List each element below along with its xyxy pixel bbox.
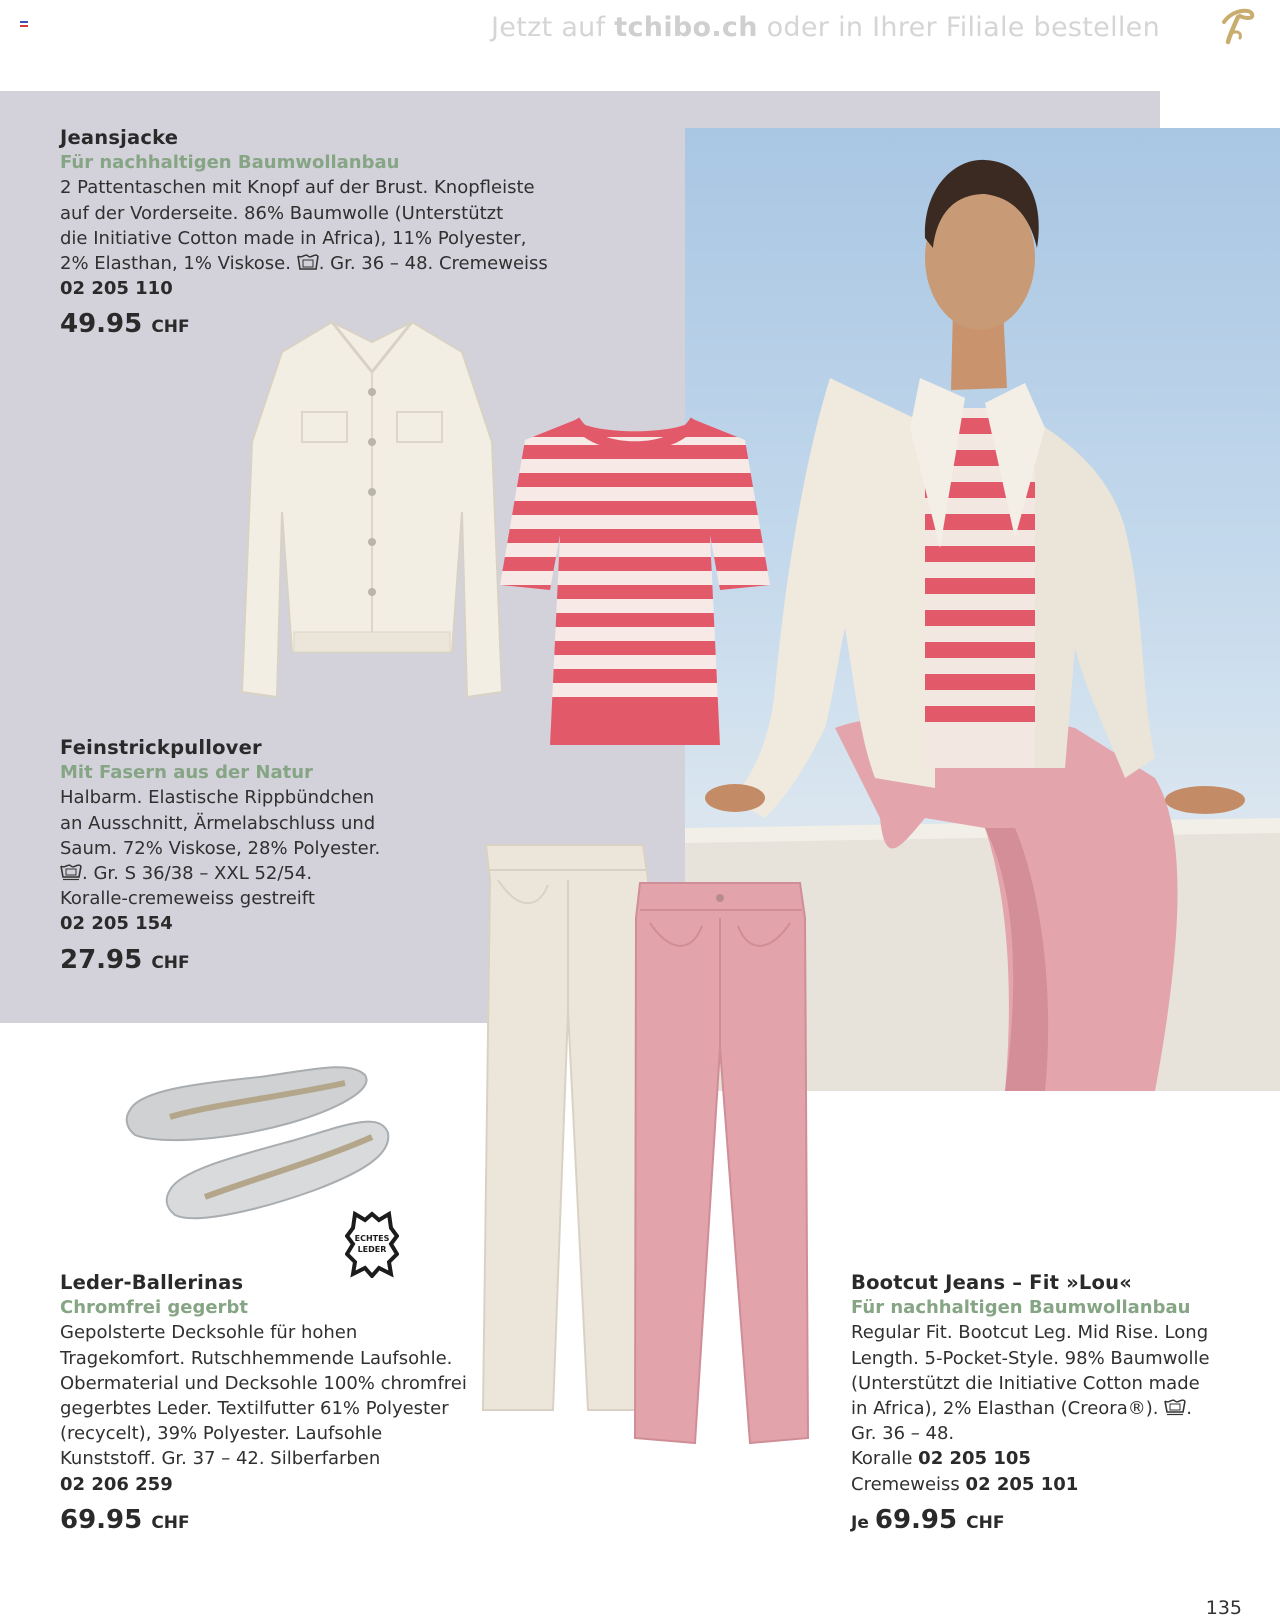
desc-line: Length. 5-Pocket-Style. 98% Baumwolle <box>851 1347 1210 1369</box>
page-number: 135 <box>1205 1597 1242 1619</box>
leather-badge-line2: LEDER <box>357 1245 387 1254</box>
price-prefix: Je <box>851 1512 869 1533</box>
price-value: 49.95 <box>60 309 143 340</box>
variant-line <box>851 1446 1210 1471</box>
desc-line <box>60 861 380 886</box>
article-number: 02 205 154 <box>60 913 173 935</box>
desc-line: (Unterstützt die Initiative Cotton made <box>851 1372 1200 1394</box>
desc-line: auf der Vorderseite. 86% Baumwolle (Unterstützt <box>60 202 504 224</box>
desc-line: Tragekomfort. Rutschhemmende Laufsohle. <box>60 1347 453 1369</box>
desc-line: die Initiative Cotton made in Africa), 11% Polyester, <box>60 227 527 249</box>
tchibo-logo-icon <box>1214 4 1258 48</box>
price <box>851 1503 1210 1540</box>
currency: CHF <box>151 952 190 973</box>
variant-label: Cremeweiss <box>851 1473 960 1495</box>
desc-line <box>851 1396 1210 1421</box>
product-subtitle: Chromfrei gegerbt <box>60 1297 248 1319</box>
article-number: 02 205 105 <box>918 1448 1031 1470</box>
product-jeansjacke <box>60 125 548 344</box>
desc-line: Gr. 36 – 48. <box>851 1423 955 1445</box>
desc-text: 2% Elasthan, 1% Viskose. <box>60 253 291 275</box>
product-subtitle: Für nachhaltigen Baumwollanbau <box>851 1297 1191 1319</box>
desc-line: Obermaterial und Decksohle 100% chromfrei <box>60 1372 467 1394</box>
flag-icon <box>20 21 28 27</box>
article-number: 02 206 259 <box>60 1473 173 1495</box>
price <box>60 943 380 980</box>
currency: CHF <box>966 1512 1005 1533</box>
echtes-leder-badge-icon <box>345 1210 399 1278</box>
price <box>60 1503 467 1540</box>
price-value: 69.95 <box>874 1504 958 1535</box>
article-number: 02 205 110 <box>60 278 173 300</box>
wash-40-icon <box>1164 1398 1186 1416</box>
desc-line: Regular Fit. Bootcut Leg. Mid Rise. Long <box>851 1322 1209 1344</box>
product-bootcut-jeans <box>851 1270 1210 1540</box>
desc-line: an Ausschnitt, Ärmelabschluss und <box>60 812 376 834</box>
product-title: Feinstrickpullover <box>60 736 262 759</box>
header-brand-link[interactable]: tchibo.ch <box>614 12 758 43</box>
desc-text: . <box>1186 1398 1192 1420</box>
desc-line <box>60 251 548 276</box>
product-title: Jeansjacke <box>60 126 179 149</box>
variant-label: Koralle <box>851 1448 913 1470</box>
pink-jeans-image <box>630 878 810 1448</box>
desc-line: Kunststoff. Gr. 37 – 42. Silberfarben <box>60 1448 381 1470</box>
product-subtitle: Mit Fasern aus der Natur <box>60 762 313 784</box>
cream-jeans-image <box>478 840 653 1420</box>
product-ballerinas <box>60 1270 467 1540</box>
currency: CHF <box>151 1512 190 1533</box>
header-prefix: Jetzt auf <box>491 12 615 43</box>
ballerinas-image <box>120 1055 395 1230</box>
desc-text: . Gr. 36 – 48. Cremeweiss <box>318 253 548 275</box>
price-value: 69.95 <box>60 1504 143 1535</box>
product-subtitle: Für nachhaltigen Baumwollanbau <box>60 152 400 174</box>
currency: CHF <box>151 317 190 338</box>
variant-line <box>851 1472 1210 1497</box>
desc-line: Saum. 72% Viskose, 28% Polyester. <box>60 837 381 859</box>
header-suffix: oder in Ihrer Filiale bestellen <box>757 12 1160 43</box>
product-title: Bootcut Jeans – Fit »Lou« <box>851 1271 1132 1294</box>
article-number: 02 205 101 <box>965 1473 1079 1495</box>
desc-text: in Africa), 2% Elasthan (Creora®). <box>851 1398 1159 1420</box>
price <box>60 307 548 344</box>
product-feinstrickpullover <box>60 735 380 980</box>
desc-line: Gepolsterte Decksohle für hohen <box>60 1322 358 1344</box>
desc-line: (recycelt), 39% Polyester. Laufsohle <box>60 1423 383 1445</box>
jeansjacke-image <box>222 312 522 722</box>
product-title: Leder-Ballerinas <box>60 1271 244 1294</box>
desc-line: 2 Pattentaschen mit Knopf auf der Brust. Knopfleiste <box>60 177 535 199</box>
desc-line: Koralle-cremeweiss gestreift <box>60 888 315 910</box>
price-value: 27.95 <box>60 944 143 975</box>
desc-line: Halbarm. Elastische Rippbündchen <box>60 787 375 809</box>
desc-line: gegerbtes Leder. Textilfutter 61% Polyester <box>60 1398 449 1420</box>
wash-30-icon <box>297 253 319 271</box>
wash-30-gentle-icon <box>60 863 82 881</box>
header-tagline <box>491 12 1160 43</box>
feinstrickpullover-image <box>495 415 775 760</box>
leather-badge-line1: ECHTES <box>354 1234 390 1243</box>
desc-text: . Gr. S 36/38 – XXL 52/54. <box>82 863 313 885</box>
